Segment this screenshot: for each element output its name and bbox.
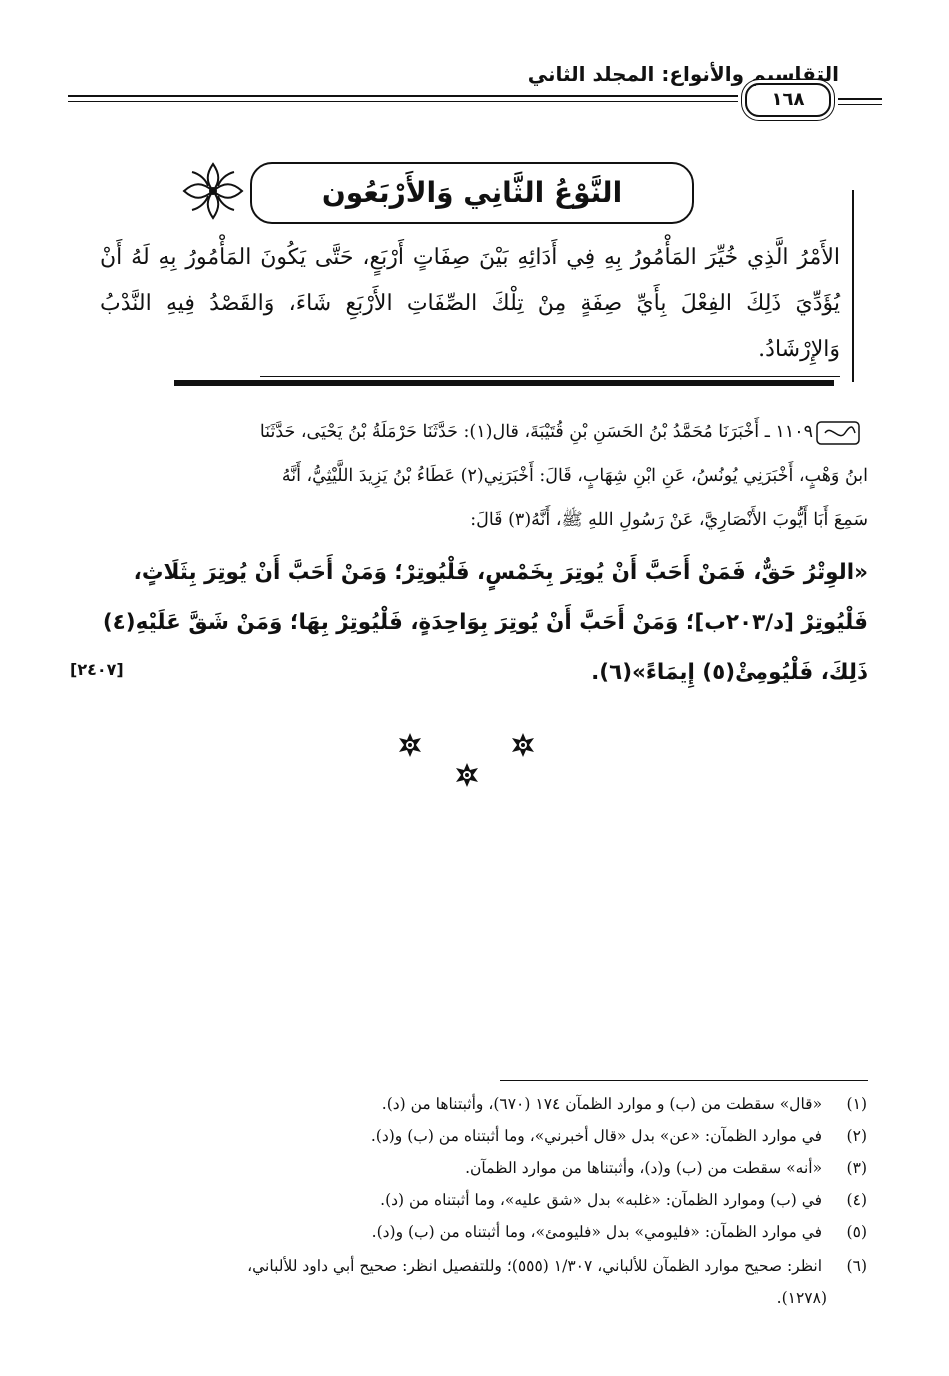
footnote-text: في (ب) وموارد الظمآن: «غلبه» بدل «شق عليه»، وما أثبتناه من (د).	[380, 1191, 823, 1209]
footnote	[67, 1088, 867, 1120]
footnote-continuation: (١٢٧٨).	[776, 1289, 827, 1307]
star-ornament-icon	[510, 732, 536, 758]
hadith-marker-icon	[815, 418, 861, 448]
header-rule	[68, 95, 738, 97]
footnote-number: (٤)	[846, 1191, 867, 1209]
footnote-text: في موارد الظمآن: «عن» بدل «قال أخبرني»، وما أثبتناه من (ب) و(د).	[370, 1127, 823, 1145]
running-title: التقاسيم والأنواع: المجلد الثاني	[527, 62, 839, 86]
hadith-matn-line1: «الوِتْرُ حَقٌّ، فَمَنْ أَحَبَّ أَنْ يُوتِرَ بِخَمْسٍ، فَلْيُوتِرْ؛ وَمَنْ أَحَبَّ أَنْ يُوتِرَ بِثَلَاثٍ،	[133, 560, 868, 585]
footnote-number: (١)	[846, 1095, 867, 1113]
section-description: الأَمْرُ الَّذِي خُيِّرَ المَأْمُورُ بِهِ فِي أَدَائِهِ بَيْنَ صِفَاتٍ أَرْبَعٍ، حَتَّى يَكُونَ المَأْمُورُ بِهِ لَهُ أَنْ يُؤَدِّيَ ذَلِكَ الفِعْلَ بِأَيِّ صِفَةٍ مِنْ تِلْكَ الصِّفَاتِ الأَرْبَعِ شَاءَ، وَالقَصْدُ فِيهِ النَّدْبُ وَالإِرْشَادُ.	[100, 245, 840, 362]
footnote	[67, 1152, 867, 1184]
header-rule-thin	[68, 101, 738, 102]
section-title: النَّوْعُ الثَّانِي وَالأَرْبَعُون	[250, 162, 694, 224]
hadith-isnad-line2: ابنُ وَهْبٍ، أَخْبَرَنِي يُونُسُ، عَنِ ابْنِ شِهَابٍ، قَالَ: أَخْبَرَنِي(٢) عَطَاءُ بْنُ يَزِيدَ اللَّيْثِيُّ، أَنَّهُ	[281, 466, 868, 486]
hadith-matn-line2: فَلْيُوتِرْ [د/٢٠٣ب]؛ وَمَنْ أَحَبَّ أَنْ يُوتِرَ بِوَاحِدَةٍ، فَلْيُوتِرْ بِهَا؛ وَمَنْ شَقَّ عَلَيْهِ(٤)	[102, 610, 868, 635]
footnote	[67, 1184, 867, 1216]
footnote-number: (٥)	[846, 1223, 867, 1241]
footnote	[67, 1250, 867, 1282]
floral-ornament-icon	[178, 160, 248, 222]
footnote-number: (٦)	[846, 1257, 867, 1275]
footnote-text: انظر: صحيح موارد الظمآن للألباني، ١/٣٠٧ (٥٥٥)؛ وللتفصيل انظر: صحيح أبي داود للألباني،	[247, 1257, 823, 1275]
footnote-rule	[500, 1080, 868, 1081]
footnote-number: (٢)	[846, 1127, 867, 1145]
footnote-text: في موارد الظمآن: «فليومي» بدل «فليومئ»، وما أثبتناه من (ب) و(د).	[371, 1223, 823, 1241]
footnote-number: (٣)	[846, 1159, 867, 1177]
hadith-reference: [٢٤٠٧]	[70, 660, 124, 679]
footnote	[67, 1120, 867, 1152]
hadith-isnad-line1: ١١٠٩ ـ أَخْبَرَنَا مُحَمَّدُ بْنُ الحَسَنِ بْنِ قُتَيْبَةَ، قال(١): حَدَّثَنَا حَرْمَلَةُ بْنُ يَحْيَى، حَدَّثَنَا	[259, 422, 813, 442]
hadith-matn-line3: ذَلِكَ، فَلْيُومِئْ(٥) إِيمَاءً»(٦).	[591, 660, 868, 685]
footnote	[67, 1216, 867, 1248]
header-rule-right	[838, 98, 882, 105]
section-rule-thin	[260, 376, 840, 377]
star-ornament-icon	[397, 732, 423, 758]
page-number: ١٦٨	[745, 83, 831, 117]
footnote-text: «أنه» سقطت من (ب) و(د)، وأثبتناها من موارد الظمآن.	[465, 1159, 823, 1177]
footnote-text: «قال» سقطت من (ب) و موارد الظمآن ١٧٤ (٦٧٠)، وأثبتناها من (د).	[381, 1095, 823, 1113]
star-ornament-icon	[454, 762, 480, 788]
section-rule-thick	[174, 380, 834, 386]
hadith-isnad-line3: سَمِعَ أَبَا أَيُّوبَ الأَنْصَارِيَّ، عَنْ رَسُولِ اللهِ ﷺ، أَنَّهُ(٣) قَالَ:	[470, 510, 868, 530]
